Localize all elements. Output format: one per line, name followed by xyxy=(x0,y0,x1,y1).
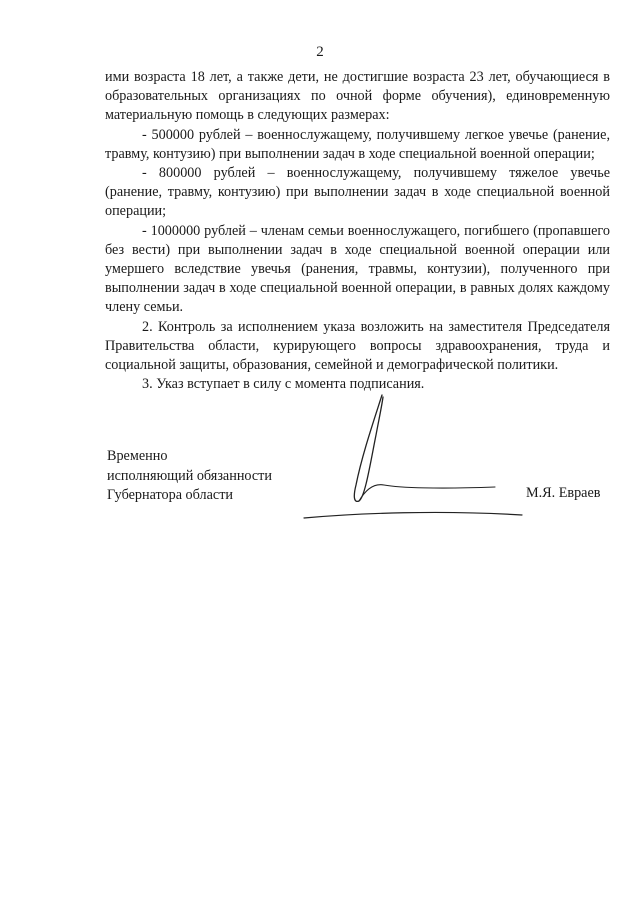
signatory-title xyxy=(107,447,272,506)
signatory-title-line-2: исполняющий обязанности xyxy=(107,467,272,484)
document-body xyxy=(105,68,610,394)
signatory-title-line-1: Временно xyxy=(107,448,168,464)
signatory-title-line-3: Губернатора области xyxy=(107,487,233,503)
control-clause: 2. Контроль за исполнением указа возложить на заместителя Председателя Правительства области, курирующего вопросы здравоохранения, труда и социальной защиты, образования, семейной и демографической политики. xyxy=(105,318,610,374)
handwritten-signature xyxy=(290,385,540,530)
signature-underline-stroke xyxy=(304,512,522,518)
intro-paragraph: ими возраста 18 лет, а также дети, не достигшие возраста 23 лет, обучающиеся в образовательных организациях по очной форме обучения), единовременную материальную помощь в следующих размерах: xyxy=(105,69,610,124)
payment-item-800000: - 800000 рублей – военнослужащему, получившему тяжелое увечье (ранение, травму, контузию) при выполнении задач в ходе специальной военной операции; xyxy=(105,165,610,220)
signature-tail-stroke xyxy=(359,485,495,501)
payment-item-1000000: - 1000000 рублей – членам семьи военнослужащего, погибшего (пропавшего без вести) при выполнении задач в ходе специальной военной операции или умершего вследствие увечья (ранения, травмы, контузии), полученного при выполнении задач в ходе специальной военной операции, в равных долях каждому члену семьи. xyxy=(105,222,610,316)
effective-clause: 3. Указ вступает в силу с момента подписания. xyxy=(142,376,425,393)
payment-item-500000: - 500000 рублей – военнослужащему, получившему легкое увечье (ранение, травму, контузию) при выполнении задач в ходе специальной военной операции; xyxy=(105,126,610,162)
signature-loop-stroke xyxy=(354,395,383,501)
page-number: 2 xyxy=(316,44,324,60)
signatory-name: М.Я. Евраев xyxy=(526,485,601,501)
